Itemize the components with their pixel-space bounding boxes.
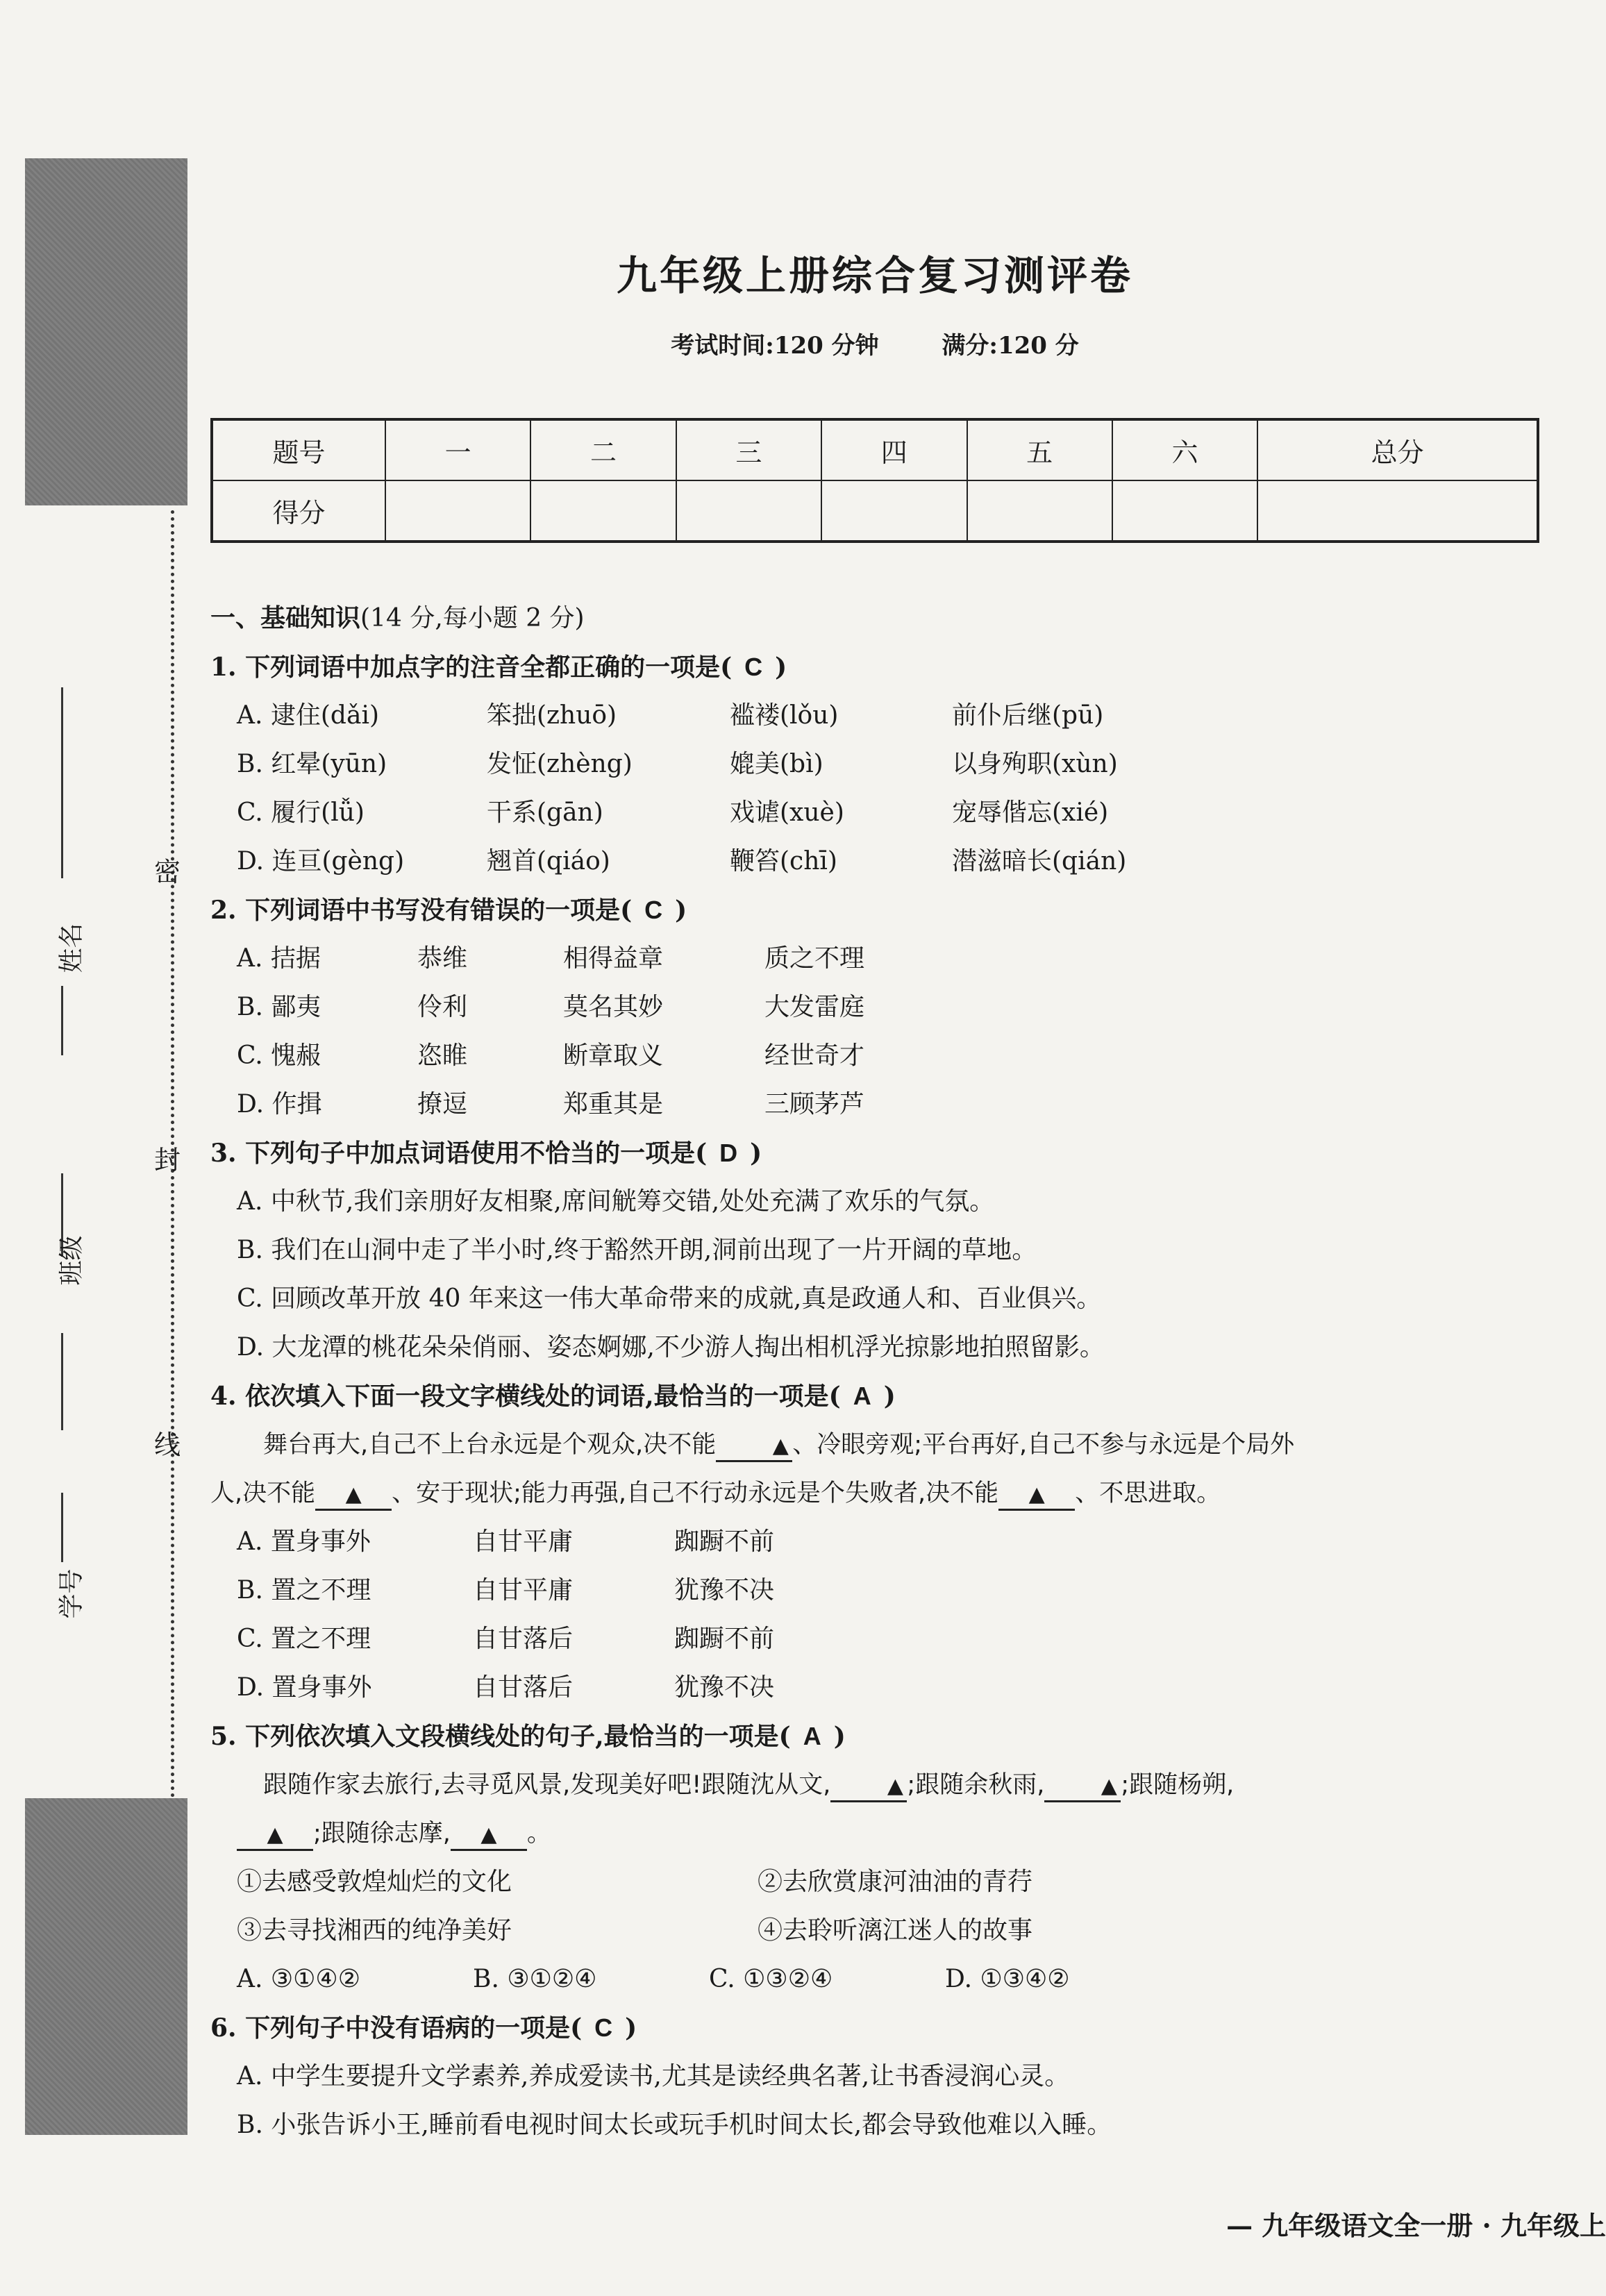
q1-option-row (210, 740, 1550, 789)
option-cell: A. 拮据 (237, 944, 321, 973)
option-cell: 自甘平庸 (473, 1527, 574, 1556)
option-cell: 潜滋暗长(qián) (952, 847, 1127, 875)
q-stem: 6. 下列句子中没有语病的一项是( (210, 2013, 583, 2043)
q3-option: A. 中秋节,我们亲朋好友相聚,席间觥筹交错,处处充满了欢乐的气氛。 (237, 1187, 995, 1216)
q-answer: C (644, 896, 663, 924)
score-entry[interactable] (385, 480, 530, 542)
option-cell: 前仆后继(pū) (952, 701, 1104, 730)
question-5-stem (210, 1712, 1550, 1761)
fill-blank: ▲ (1044, 1773, 1121, 1802)
passage-text: 人,决不能 (210, 1480, 316, 1507)
score-entry[interactable] (967, 480, 1112, 542)
option-cell: 恭维 (417, 944, 468, 973)
score-entry[interactable] (676, 480, 821, 542)
question-1-stem (210, 643, 1550, 692)
option-cell: 自甘平庸 (473, 1576, 574, 1604)
q3-option: B. 我们在山洞中走了半小时,终于豁然开朗,洞前出现了一片开阔的草地。 (237, 1236, 1037, 1264)
q-answer: D (719, 1139, 738, 1167)
q-close: ) (883, 1382, 896, 1411)
option-cell: 犹豫不决 (674, 1673, 775, 1702)
option-cell: 莫名其妙 (563, 993, 664, 1021)
seal-char-xian: 线 (154, 1430, 181, 1460)
sentence-item: ③去寻找湘西的纯净美好 (237, 1916, 512, 1945)
fill-blank: ▲ (237, 1821, 313, 1851)
q1-option-row (210, 837, 1550, 886)
option-cell: B. 鄙夷 (237, 993, 321, 1021)
q2-option-row (210, 1032, 1550, 1080)
section-title: 一、基础知识 (210, 603, 361, 632)
option-cell: C. 履行(lǚ) (237, 798, 365, 827)
score-cell: 题号 (212, 419, 385, 480)
exam-info (0, 326, 1606, 360)
questions (210, 594, 1550, 2150)
score-table (210, 418, 1539, 543)
option-cell: A. 置身事外 (237, 1527, 371, 1556)
q-answer: C (744, 653, 763, 681)
q5-option-row (210, 1955, 1550, 2004)
option-cell: 踟蹰不前 (674, 1625, 775, 1653)
option-cell: 犹豫不决 (674, 1576, 775, 1604)
score-cell: 五 (967, 419, 1112, 480)
q-stem: 2. 下列词语中书写没有错误的一项是( (210, 896, 633, 925)
seal-char-mi: 密 (154, 857, 181, 887)
q-close: ) (675, 896, 687, 925)
score-cell: 总分 (1257, 419, 1538, 480)
q3-option: C. 回顾改革开放 40 年来这一伟大革命带来的成就,真是政通人和、百业俱兴。 (237, 1284, 1102, 1313)
sentence-item: ④去聆听漓江迷人的故事 (758, 1916, 1033, 1945)
q4-passage-line-1 (210, 1421, 1550, 1469)
sentence-item: ①去感受敦煌灿烂的文化 (237, 1868, 512, 1896)
passage-text: 、冷眼旁观;平台再好,自己不参与永远是个局外 (792, 1431, 1295, 1459)
class-line-lower (61, 1333, 63, 1430)
option-cell: B. 红晕(yūn) (237, 750, 387, 778)
option-cell: C. 愧赧 (237, 1041, 321, 1070)
option-cell: 干系(gān) (487, 798, 603, 827)
q-stem: 5. 下列依次填入文段横线处的句子,最恰当的一项是( (210, 1722, 791, 1751)
option-cell: 伶利 (417, 993, 468, 1021)
option-cell: 鞭笞(chī) (730, 847, 837, 875)
score-cell: 一 (385, 419, 530, 480)
score-cell: 三 (676, 419, 821, 480)
option-cell: 戏谑(xuè) (730, 798, 844, 827)
option-cell: 自甘落后 (473, 1673, 574, 1702)
q-stem: 1. 下列词语中加点字的注音全都正确的一项是( (210, 653, 733, 682)
option-cell: C. 置之不理 (237, 1625, 371, 1653)
option-cell: A. ③①④② (237, 1965, 360, 1993)
q3-option: D. 大龙潭的桃花朵朵俏丽、姿态婀娜,不少游人掏出相机浮光掠影地拍照留影。 (237, 1333, 1105, 1361)
fill-blank: ▲ (830, 1773, 907, 1802)
page-footer: — 九年级语文全一册 · 九年级上 (1226, 2210, 1606, 2241)
fill-blank: ▲ (716, 1432, 792, 1462)
passage-text: ;跟随徐志摩, (313, 1820, 451, 1847)
passage-text: 跟随作家去旅行,去寻觅风景,发现美好吧!跟随沈从文, (263, 1771, 831, 1799)
q-stem: 4. 依次填入下面一段文字横线处的词语,最恰当的一项是( (210, 1382, 841, 1411)
q6-option: A. 中学生要提升文学素养,养成爱读书,尤其是读经典名著,让书香浸润心灵。 (237, 2062, 1070, 2090)
passage-text: 舞台再大,自己不上台永远是个观众,决不能 (263, 1431, 717, 1459)
q4-option-row (210, 1566, 1550, 1615)
option-cell: 断章取义 (563, 1041, 664, 1070)
q2-option-row (210, 983, 1550, 1032)
score-table-header-row (212, 419, 1538, 480)
option-cell: 发怔(zhèng) (487, 750, 633, 778)
class-label: 班级 (57, 1235, 86, 1286)
q-answer: C (594, 2013, 613, 2042)
option-cell: 笨拙(zhuō) (487, 701, 617, 730)
q-close: ) (775, 653, 787, 682)
option-cell: 踟蹰不前 (674, 1527, 775, 1556)
option-cell: 褴褛(lǒu) (730, 701, 839, 730)
q1-option-row (210, 692, 1550, 740)
q1-option-row (210, 789, 1550, 837)
section-heading (210, 594, 1550, 643)
q-answer: A (803, 1722, 821, 1750)
option-cell: A. 逮住(dǎi) (237, 701, 379, 730)
q5-passage-line-2 (210, 1809, 1550, 1858)
binding-shade-bottom (25, 1798, 187, 2135)
name-line-lower (61, 986, 63, 1055)
q-close: ) (833, 1722, 846, 1751)
option-cell: 媲美(bì) (730, 750, 823, 778)
page-title: 九年级上册综合复习测评卷 (616, 252, 1133, 299)
exam-time: 考试时间:120 分钟 (671, 332, 879, 360)
option-cell: 三顾茅芦 (764, 1090, 865, 1118)
name-line (61, 687, 63, 878)
fill-blank: ▲ (998, 1481, 1075, 1511)
option-cell: C. ①③②④ (709, 1965, 833, 1993)
option-cell: D. ①③④② (945, 1965, 1070, 1993)
q5-sentence-row (210, 1858, 1550, 1907)
score-cell: 六 (1112, 419, 1257, 480)
score-entry[interactable] (1112, 480, 1257, 542)
q2-option-row (210, 935, 1550, 983)
q4-option-row (210, 1615, 1550, 1664)
option-cell: B. ③①②④ (473, 1965, 597, 1993)
score-cell: 二 (530, 419, 676, 480)
fill-blank: ▲ (315, 1481, 392, 1511)
score-cell: 四 (821, 419, 967, 480)
score-entry[interactable] (821, 480, 967, 542)
passage-text: ;跟随杨朔, (1121, 1771, 1235, 1799)
option-cell: 恣睢 (417, 1041, 468, 1070)
q-stem: 3. 下列句子中加点词语使用不恰当的一项是( (210, 1139, 708, 1168)
fill-blank: ▲ (451, 1821, 527, 1851)
option-cell: 自甘落后 (473, 1625, 574, 1653)
seal-char-feng: 封 (154, 1145, 181, 1175)
q-close: ) (625, 2013, 637, 2043)
q5-sentence-row (210, 1907, 1550, 1955)
section-note: (14 分,每小题 2 分) (360, 604, 585, 632)
question-2-stem (210, 886, 1550, 935)
option-cell: D. 置身事外 (237, 1673, 372, 1702)
q2-option-row (210, 1080, 1550, 1129)
question-4-stem (210, 1372, 1550, 1421)
option-cell: D. 连亘(gèng) (237, 847, 405, 875)
score-entry[interactable] (1257, 480, 1538, 542)
passage-text: 。 (526, 1820, 551, 1847)
option-cell: 相得益章 (563, 944, 664, 973)
option-cell: 撩逗 (417, 1090, 468, 1118)
q4-option-row (210, 1664, 1550, 1712)
option-cell: 宠辱偕忘(xié) (952, 798, 1109, 827)
q4-option-row (210, 1518, 1550, 1566)
q-answer: A (853, 1382, 871, 1410)
option-cell: 质之不理 (764, 944, 865, 973)
option-cell: D. 作揖 (237, 1090, 322, 1118)
q6-option: B. 小张告诉小王,睡前看电视时间太长或玩手机时间太长,都会导致他难以入睡。 (237, 2111, 1112, 2139)
passage-text: ;跟随余秋雨, (907, 1771, 1045, 1799)
option-cell: 大发雷庭 (764, 993, 865, 1021)
option-cell: 经世奇才 (764, 1041, 865, 1070)
score-cell: 得分 (212, 480, 385, 542)
q-close: ) (750, 1139, 762, 1168)
score-entry[interactable] (530, 480, 676, 542)
passage-text: 、安于现状;能力再强,自己不行动永远是个失败者,决不能 (392, 1480, 999, 1507)
option-cell: 郑重其是 (563, 1090, 664, 1118)
option-cell: B. 置之不理 (237, 1576, 371, 1604)
passage-text: 、不思进取。 (1075, 1480, 1221, 1507)
exam-score: 满分:120 分 (942, 332, 1079, 360)
q4-passage-line-2 (210, 1469, 1550, 1518)
q5-passage-line-1 (210, 1761, 1550, 1809)
id-label: 学号 (57, 1568, 86, 1619)
question-3-stem (210, 1129, 1550, 1178)
question-6-stem (210, 2004, 1550, 2052)
option-cell: 翘首(qiáo) (487, 847, 610, 875)
option-cell: 以身殉职(xùn) (952, 750, 1118, 778)
name-label: 姓名 (57, 923, 86, 973)
score-table-score-row (212, 480, 1538, 542)
sentence-item: ②去欣赏康河油油的青荇 (758, 1868, 1033, 1896)
